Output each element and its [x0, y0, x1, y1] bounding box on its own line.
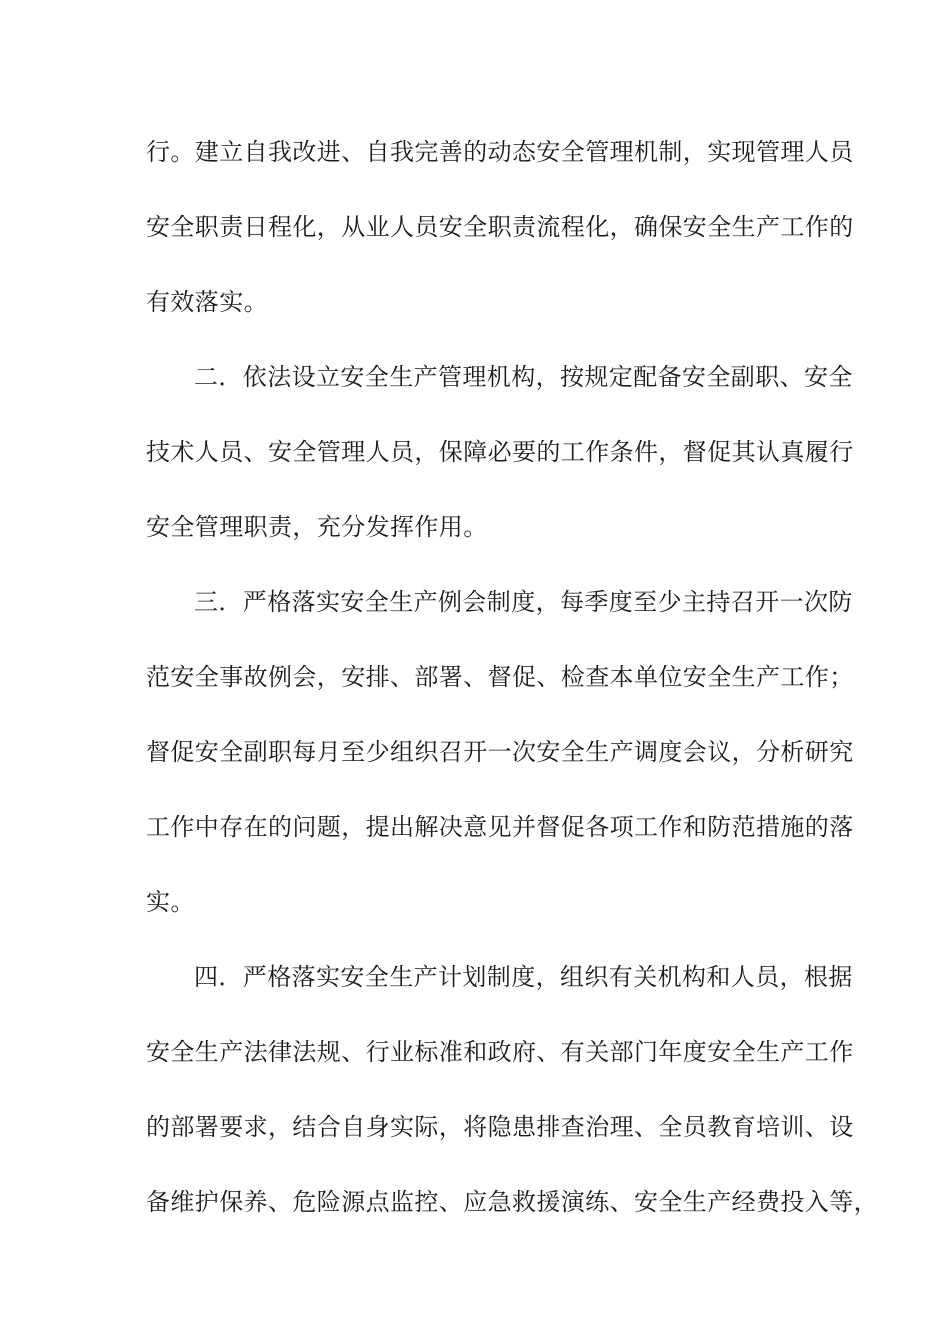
paragraph-line: 技术人员、安全管理人员，保障必要的工作条件，督促其认真履行	[146, 438, 854, 466]
paragraph-line: 安全管理职责，充分发挥作用。	[146, 513, 488, 541]
paragraph-line: 备维护保养、危险源点监控、应急救援演练、安全生产经费投入等，	[146, 1188, 878, 1216]
paragraph-line: 实。	[146, 888, 195, 916]
paragraph-line: 行。建立自我改进、自我完善的动态安全管理机制，实现管理人员	[146, 138, 854, 166]
paragraph-line: 督促安全副职每月至少组织召开一次安全生产调度会议，分析研究	[146, 738, 854, 766]
paragraph-line: 工作中存在的问题，提出解决意见并督促各项工作和防范措施的落	[146, 813, 854, 841]
paragraph-line: 安全职责日程化，从业人员安全职责流程化，确保安全生产工作的	[146, 213, 854, 241]
paragraph-line: 三．严格落实安全生产例会制度，每季度至少主持召开一次防	[194, 588, 853, 616]
paragraph-line: 范安全事故例会，安排、部署、督促、检查本单位安全生产工作；	[146, 663, 854, 691]
paragraph-line: 二．依法设立安全生产管理机构，按规定配备安全副职、安全	[194, 363, 853, 391]
paragraph-line: 的部署要求，结合自身实际，将隐患排查治理、全员教育培训、设	[146, 1113, 854, 1141]
paragraph-line: 四．严格落实安全生产计划制度，组织有关机构和人员，根据	[194, 963, 853, 991]
paragraph-line: 安全生产法律法规、行业标准和政府、有关部门年度安全生产工作	[146, 1038, 854, 1066]
paragraph-line: 有效落实。	[146, 288, 268, 316]
